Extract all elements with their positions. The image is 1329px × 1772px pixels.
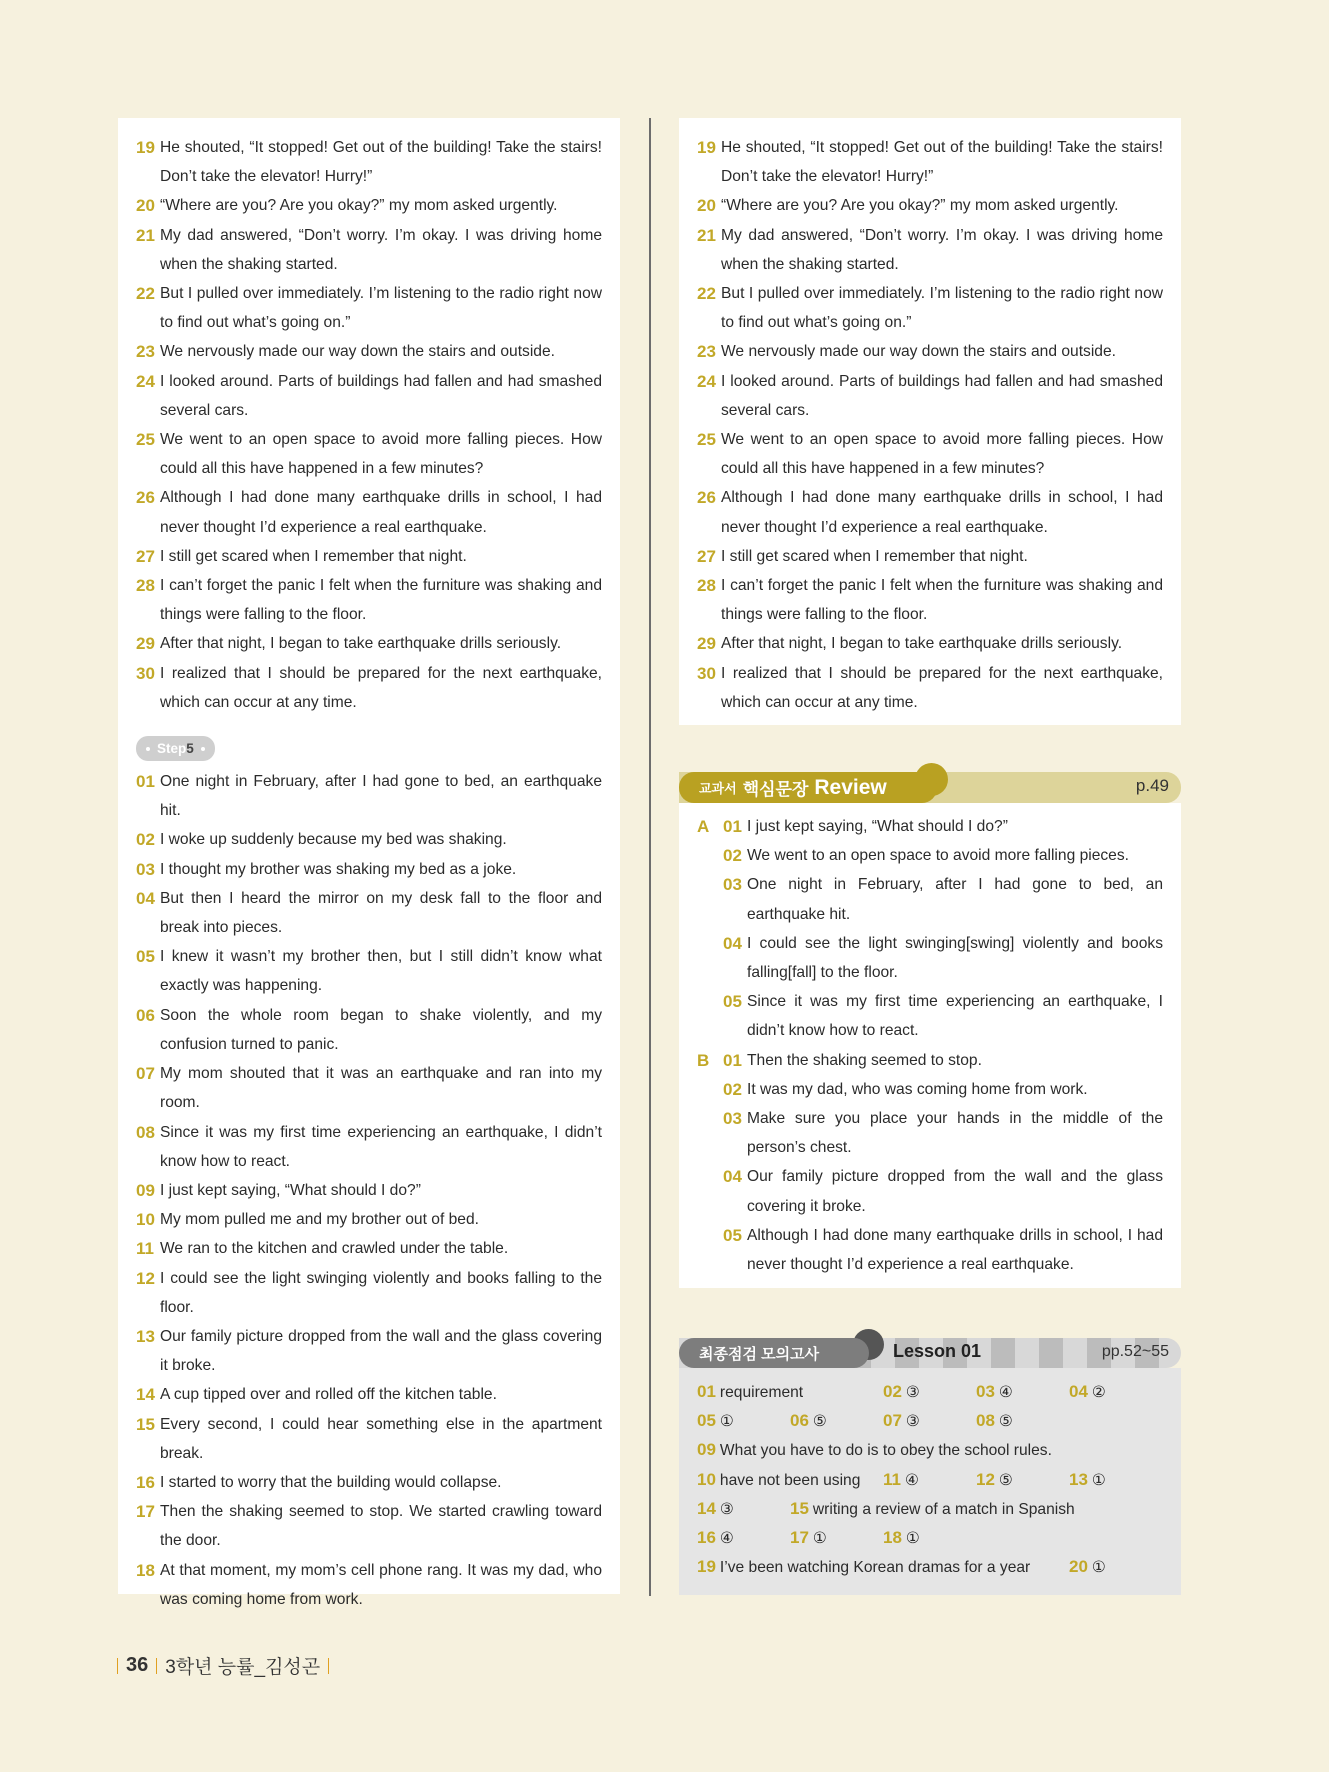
answer-item: 20 ① xyxy=(1069,1557,1106,1577)
sentence-number: 16 xyxy=(136,1472,155,1492)
sentence-number: 29 xyxy=(697,634,716,654)
review-panel xyxy=(679,803,1181,1288)
sentence-row xyxy=(136,133,602,191)
sentence-text: One night in February, after I had gone to bed, an earthquake hit. xyxy=(160,773,602,820)
review-text: Make sure you place your hands in the middle of the person’s chest. xyxy=(747,1110,1163,1157)
sentence-row xyxy=(136,1234,602,1263)
review-text: Although I had done many earthquake drills in school, I had never thought I’d experience a real earthquake. xyxy=(747,1226,1163,1274)
review-number: 05 xyxy=(723,1225,742,1245)
sentence-row xyxy=(136,1497,602,1555)
answer-item: 10 have not been using xyxy=(697,1469,861,1489)
left-column xyxy=(118,118,620,1608)
sentence-text: Although I had done many earthquake drills in school, I had never thought I’d experience a real earthquake. xyxy=(721,489,1163,536)
sentence-row xyxy=(136,367,602,425)
answer-item: 12 ⑤ xyxy=(976,1469,1013,1489)
sentence-row xyxy=(136,279,602,337)
sentence-text: A cup tipped over and rolled off the kitchen table. xyxy=(160,1386,497,1404)
final-test-title: 최종점검 모의고사 xyxy=(679,1338,869,1368)
sentence-row xyxy=(697,191,1163,220)
answer-row xyxy=(697,1552,1163,1581)
answer-item: 06 ⑤ xyxy=(790,1411,827,1431)
page-footer xyxy=(117,1652,329,1679)
sentence-number: 08 xyxy=(136,1122,155,1142)
review-row xyxy=(697,870,1163,928)
answer-item: 02 ③ xyxy=(883,1382,920,1401)
final-test-header xyxy=(679,1338,1181,1368)
sentence-text: We nervously made our way down the stairs and outside. xyxy=(721,343,1116,361)
sentence-row xyxy=(697,483,1163,541)
sentence-number: 12 xyxy=(136,1268,155,1288)
sentence-text: We went to an open space to avoid more falling pieces. How could all this have happened in a few minutes? xyxy=(721,431,1163,478)
review-header xyxy=(679,772,1181,803)
sentence-number: 14 xyxy=(136,1385,155,1405)
review-row xyxy=(697,1046,1163,1075)
sentence-text: I looked around. Parts of buildings had fallen and had smashed several cars. xyxy=(721,372,1163,419)
sentence-number: 27 xyxy=(136,546,155,566)
review-row xyxy=(697,812,1163,841)
answer-item: 05 ① xyxy=(697,1411,734,1431)
sentence-row xyxy=(136,1556,602,1614)
sentence-row xyxy=(697,279,1163,337)
sentence-number: 21 xyxy=(697,225,716,245)
sentence-text: I realized that I should be prepared for the next earthquake, which can occur at any time. xyxy=(721,664,1163,711)
left-sentence-list-1 xyxy=(136,133,602,717)
review-text: Then the shaking seemed to stop. xyxy=(747,1051,982,1069)
sentence-number: 02 xyxy=(136,830,155,850)
sentence-number: 25 xyxy=(136,430,155,450)
answer-item: 15 writing a review of a match in Spanish xyxy=(790,1498,1075,1518)
sentence-text: Our family picture dropped from the wall and the glass covering it broke. xyxy=(160,1327,602,1375)
final-page-ref: pp.52~55 xyxy=(1101,1343,1169,1360)
sentence-text: Soon the whole room began to shake violently, and my confusion turned to panic. xyxy=(160,1006,602,1053)
answer-row xyxy=(697,1465,1163,1494)
step-label: Step5 xyxy=(157,741,194,757)
sentence-number: 30 xyxy=(697,663,716,683)
sentence-text: He shouted, “It stopped! Get out of the building! Take the stairs! Don’t take the elevator! Hurry!” xyxy=(721,139,1163,186)
sentence-number: 17 xyxy=(136,1502,155,1522)
review-title-big: 핵심문장 xyxy=(742,780,809,799)
sentence-row xyxy=(136,337,602,366)
right-sentence-list xyxy=(679,118,1181,725)
sentence-row xyxy=(136,767,602,825)
answer-key-panel xyxy=(679,1368,1181,1595)
sentence-number: 24 xyxy=(697,371,716,391)
left-sentence-list-2 xyxy=(136,767,602,1614)
sentence-number: 23 xyxy=(697,342,716,362)
sentence-row xyxy=(697,221,1163,279)
sentence-number: 20 xyxy=(136,196,155,216)
sentence-row xyxy=(136,1001,602,1059)
review-row xyxy=(697,987,1163,1045)
sentence-row xyxy=(136,542,602,571)
answer-row xyxy=(697,1406,1163,1435)
sentence-row xyxy=(136,1205,602,1234)
sentence-number: 27 xyxy=(697,546,716,566)
review-number: 03 xyxy=(723,1109,742,1129)
sentence-text: Since it was my first time experiencing an earthquake, I didn’t know how to react. xyxy=(160,1123,602,1170)
sentence-text: I realized that I should be prepared for the next earthquake, which can occur at any time. xyxy=(160,664,602,711)
review-row xyxy=(697,1221,1163,1279)
answer-item: 08 ⑤ xyxy=(976,1411,1013,1431)
review-section-letter xyxy=(697,870,723,928)
sentence-row xyxy=(136,1322,602,1380)
sentence-number: 04 xyxy=(136,888,155,908)
sentence-number: 28 xyxy=(697,576,716,596)
sentence-text: I looked around. Parts of buildings had fallen and had smashed several cars. xyxy=(160,372,602,419)
sentence-text: Then the shaking seemed to stop. We started crawling toward the door. xyxy=(160,1503,602,1550)
sentence-number: 25 xyxy=(697,430,716,450)
review-text: I just kept saying, “What should I do?” xyxy=(747,818,1008,835)
review-number: 02 xyxy=(723,1079,742,1099)
review-section-letter xyxy=(697,841,723,870)
review-row xyxy=(697,1162,1163,1220)
answer-item: 18 ① xyxy=(883,1527,920,1547)
review-text: Since it was my first time experiencing an earthquake, I didn’t know how to react. xyxy=(747,993,1163,1040)
review-section-letter xyxy=(697,1075,723,1104)
sentence-row xyxy=(697,659,1163,717)
answer-row xyxy=(697,1523,1163,1552)
sentence-text: But I pulled over immediately. I’m listening to the radio right now to find out what’s going on.” xyxy=(721,285,1163,332)
sentence-row xyxy=(136,825,602,854)
review-title-en: Review xyxy=(814,775,887,799)
review-text: I could see the light swinging[swing] violently and books falling[fall] to the floor. xyxy=(747,934,1163,982)
review-row xyxy=(697,841,1163,870)
answer-item: 01 requirement xyxy=(697,1382,804,1401)
sentence-number: 11 xyxy=(136,1239,154,1259)
sentence-text: We nervously made our way down the stairs and outside. xyxy=(160,343,555,361)
sentence-row xyxy=(136,571,602,629)
sentence-text: But I pulled over immediately. I’m listening to the radio right now to find out what’s going on.” xyxy=(160,285,602,332)
sentence-number: 13 xyxy=(136,1326,155,1346)
sentence-number: 30 xyxy=(136,663,155,683)
answer-item: 03 ④ xyxy=(976,1382,1013,1401)
sentence-number: 15 xyxy=(136,1414,155,1434)
sentence-row xyxy=(136,425,602,483)
sentence-text: We ran to the kitchen and crawled under the table. xyxy=(160,1240,509,1258)
review-number: 01 xyxy=(723,1050,742,1070)
answer-item: 17 ① xyxy=(790,1527,827,1547)
sentence-text: “Where are you? Are you okay?” my mom asked urgently. xyxy=(160,197,558,215)
sentence-row xyxy=(136,1059,602,1117)
answer-item: 14 ③ xyxy=(697,1498,734,1518)
sentence-number: 20 xyxy=(697,196,716,216)
sentence-text: He shouted, “It stopped! Get out of the building! Take the stairs! Don’t take the elevator! Hurry!” xyxy=(160,139,602,186)
sentence-row xyxy=(136,1118,602,1176)
footer-separator xyxy=(156,1658,157,1674)
sentence-text: But then I heard the mirror on my desk fall to the floor and break into pieces. xyxy=(160,889,602,937)
sentence-text: I knew it wasn’t my brother then, but I still didn’t know what exactly was happening. xyxy=(160,948,602,995)
review-row xyxy=(697,929,1163,987)
lesson-label: Lesson 01 xyxy=(893,1341,982,1361)
review-number: 03 xyxy=(723,875,742,895)
sentence-text: After that night, I began to take earthquake drills seriously. xyxy=(160,635,562,653)
sentence-number: 01 xyxy=(136,772,155,792)
sentence-number: 19 xyxy=(136,138,155,157)
answer-row xyxy=(697,1377,1163,1406)
sentence-row xyxy=(697,571,1163,629)
sentence-text: I still get scared when I remember that night. xyxy=(721,547,1028,565)
review-section-letter xyxy=(697,1162,723,1220)
sentence-number: 03 xyxy=(136,859,155,879)
sentence-text: I thought my brother was shaking my bed as a joke. xyxy=(160,860,517,878)
sentence-number: 28 xyxy=(136,576,155,596)
sentence-row xyxy=(697,542,1163,571)
sentence-row xyxy=(136,629,602,658)
review-section-letter xyxy=(697,987,723,1045)
sentence-number: 06 xyxy=(136,1005,155,1025)
sentence-row xyxy=(697,367,1163,425)
sentence-text: I still get scared when I remember that night. xyxy=(160,547,467,565)
sentence-text: My dad answered, “Don’t worry. I’m okay. I was driving home when the shaking started. xyxy=(721,226,1163,273)
sentence-text: I could see the light swinging violently and books falling to the floor. xyxy=(160,1269,602,1316)
sentence-text: My dad answered, “Don’t worry. I’m okay. I was driving home when the shaking started. xyxy=(160,226,602,273)
sentence-number: 23 xyxy=(136,342,155,362)
answer-item: 11 ④ xyxy=(883,1469,919,1489)
sentence-row xyxy=(136,221,602,279)
page-number: 36 xyxy=(126,1654,149,1676)
review-row xyxy=(697,1075,1163,1104)
answer-item: 07 ③ xyxy=(883,1411,920,1431)
review-section-letter: A xyxy=(697,817,710,836)
sentence-number: 07 xyxy=(136,1064,155,1084)
sentence-number: 10 xyxy=(136,1210,155,1230)
bullet-dot-icon xyxy=(201,747,205,751)
sentence-number: 22 xyxy=(136,284,155,304)
review-title xyxy=(679,772,937,803)
footer-separator xyxy=(328,1658,329,1674)
step-badge xyxy=(136,736,215,761)
sentence-number: 21 xyxy=(136,225,155,245)
answer-item: 19 I’ve been watching Korean dramas for a year xyxy=(697,1557,1031,1577)
sentence-row xyxy=(697,425,1163,483)
review-text: One night in February, after I had gone to bed, an earthquake hit. xyxy=(747,876,1163,923)
answer-row xyxy=(697,1435,1163,1464)
review-section-letter xyxy=(697,1104,723,1162)
book-title: 3학년 능률_김성곤 xyxy=(165,1657,321,1678)
sentence-text: I can’t forget the panic I felt when the furniture was shaking and things were falling to the floor. xyxy=(160,577,602,624)
review-text: We went to an open space to avoid more falling pieces. xyxy=(747,847,1129,865)
sentence-row xyxy=(136,483,602,541)
sentence-number: 26 xyxy=(697,488,716,508)
sentence-row xyxy=(697,133,1163,191)
review-section-letter xyxy=(697,1221,723,1279)
answer-item: 09 What you have to do is to obey the school rules. xyxy=(697,1440,1052,1460)
sentence-row xyxy=(136,1176,602,1205)
sentence-text: “Where are you? Are you okay?” my mom asked urgently. xyxy=(721,197,1119,215)
review-text: It was my dad, who was coming home from work. xyxy=(747,1080,1088,1098)
sentence-number: 19 xyxy=(697,138,716,157)
sentence-number: 09 xyxy=(136,1180,155,1200)
sentence-row xyxy=(136,191,602,220)
review-title-small: 교과서 xyxy=(699,781,737,796)
bullet-dot-icon xyxy=(146,747,150,751)
review-number: 04 xyxy=(723,1167,742,1187)
sentence-row xyxy=(136,1468,602,1497)
sentence-number: 22 xyxy=(697,284,716,304)
sentence-number: 26 xyxy=(136,488,155,508)
answer-row xyxy=(697,1494,1163,1523)
sentence-text: At that moment, my mom’s cell phone rang. It was my dad, who was coming home from work. xyxy=(160,1561,602,1608)
review-number: 01 xyxy=(723,817,742,836)
sentence-text: My mom pulled me and my brother out of bed. xyxy=(160,1211,479,1229)
sentence-number: 18 xyxy=(136,1560,155,1580)
footer-separator xyxy=(117,1658,118,1674)
sentence-number: 29 xyxy=(136,634,155,654)
review-page-ref: p.49 xyxy=(1135,776,1169,795)
sentence-number: 05 xyxy=(136,947,155,967)
column-divider xyxy=(649,118,651,1596)
sentence-row xyxy=(136,884,602,942)
sentence-row xyxy=(136,1410,602,1468)
answer-item: 16 ④ xyxy=(697,1527,734,1547)
review-section-letter xyxy=(697,929,723,987)
sentence-text: Every second, I could hear something else in the apartment break. xyxy=(160,1415,602,1462)
sentence-text: I started to worry that the building would collapse. xyxy=(160,1473,502,1491)
sentence-row xyxy=(136,942,602,1000)
sentence-row xyxy=(136,855,602,884)
review-section-letter: B xyxy=(697,1050,710,1070)
review-number: 02 xyxy=(723,846,742,866)
sentence-row xyxy=(136,1380,602,1409)
review-number: 04 xyxy=(723,933,742,953)
sentence-number: 24 xyxy=(136,371,155,391)
sentence-row xyxy=(136,659,602,717)
answer-item: 13 ① xyxy=(1069,1469,1106,1489)
review-text: Our family picture dropped from the wall and the glass covering it broke. xyxy=(747,1168,1163,1215)
sentence-row xyxy=(697,629,1163,658)
sentence-text: We went to an open space to avoid more falling pieces. How could all this have happened in a few minutes? xyxy=(160,431,602,478)
sentence-text: I woke up suddenly because my bed was shaking. xyxy=(160,831,507,849)
sentence-text: I just kept saying, “What should I do?” xyxy=(160,1181,421,1199)
sentence-text: My mom shouted that it was an earthquake and ran into my room. xyxy=(160,1065,602,1112)
sentence-row xyxy=(136,1264,602,1322)
answer-item: 04 ② xyxy=(1069,1382,1106,1401)
sentence-text: After that night, I began to take earthquake drills seriously. xyxy=(721,635,1123,653)
review-number: 05 xyxy=(723,992,742,1012)
review-row xyxy=(697,1104,1163,1162)
sentence-text: I can’t forget the panic I felt when the furniture was shaking and things were falling to the floor. xyxy=(721,577,1163,624)
sentence-row xyxy=(697,337,1163,366)
sentence-text: Although I had done many earthquake drills in school, I had never thought I’d experience a real earthquake. xyxy=(160,489,602,536)
